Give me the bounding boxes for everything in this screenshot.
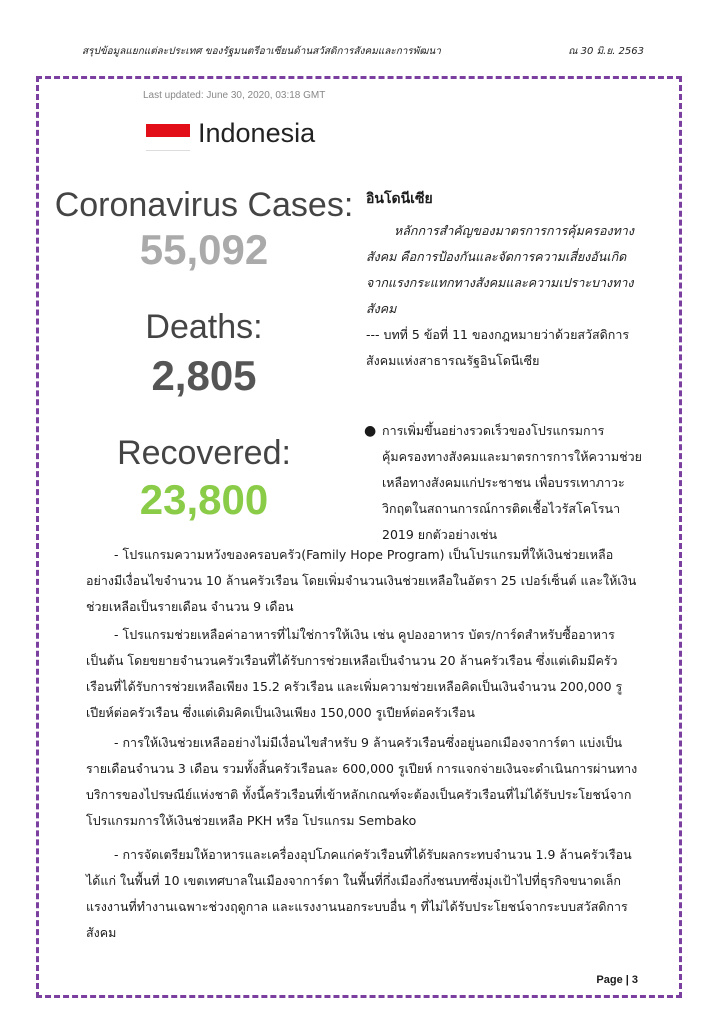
recovered-label: Recovered: <box>117 434 291 472</box>
paragraph-supplies: - การจัดเตรียมให้อาหารและเครื่องอุปโภคแก่ครัวเรือนที่ได้รับผลกระทบจำนวน 1.9 ล้านครัวเรือนได้แก่ ในพื้นที่ 10 เขตเทศบาลในเมืองจาการ์ตา ในพื้นที่กึ่งเมืองกึ่งชนบทซึ่งมุ่งเป้าไปที่ธุรกิจขนาดเล็ก แรงงานที่ทำงานเฉพาะช่วงฤดูกาล และแรงงานนอกระบบอื่น ๆ ที่ไม่ได้รับประโยชน์จากระบบสวัสดิการสังคม <box>86 847 632 940</box>
law-quote: หลักการสำคัญของมาตรการการคุ้มครองทางสังคม คือการป้องกันและจัดการความเสี่ยงอันเกิดจากแรงกระแทกทางสังคมและความเปราะบางทางสังคม <box>366 223 634 316</box>
indonesia-flag-icon <box>146 124 190 150</box>
bullet-item <box>364 418 642 548</box>
section-title: อินโดนีเซีย <box>366 191 433 207</box>
deaths-label: Deaths: <box>145 308 263 346</box>
bullet-dot-icon: ● <box>364 423 377 439</box>
paragraph-cash-aid: - การให้เงินช่วยเหลืออย่างไม่มีเงื่อนไขสำหรับ 9 ล้านครัวเรือนซึ่งอยู่นอกเมืองจาการ์ตา แบ่งเป็นรายเดือนจำนวน 3 เดือน รวมทั้งสิ้นครัวเรือนละ 600,000 รูเปียห์ การแจกจ่ายเงินจะดำเนินการผ่านทางบริการของไปรษณีย์แห่งชาติ ทั้งนี้ครัวเรือนที่เข้าหลักเกณฑ์จะต้องเป็นครัวเรือนที่ไม่ได้รับประโยชน์จากโปรแกรมการให้เงินช่วยเหลือ PKH หรือ โปรแกรม Sembako <box>86 735 638 828</box>
recovered-value: 23,800 <box>139 476 269 523</box>
bullet-text: การเพิ่มขึ้นอย่างรวดเร็วของโปรแกรมการคุ้มครองทางสังคมและมาตรการการให้ความช่วยเหลือทางสังคมแก่ประชาชน เพื่อบรรเทาภาวะวิกฤตในสถานการณ์การติดเชื้อไวรัสโคโรนา 2019 ยกตัวอย่างเช่น <box>382 423 642 542</box>
country-name: Indonesia <box>198 118 316 148</box>
law-citation: --- บทที่ 5 ข้อที่ 11 ของกฎหมายว่าด้วยสวัสดิการสังคมแห่งสาธารณรัฐอินโดนีเซีย <box>366 327 630 368</box>
deaths-value: 2,805 <box>151 352 257 399</box>
paragraph-food-aid: - โปรแกรมช่วยเหลือค่าอาหารที่ไม่ใช่การให้เงิน เช่น คูปองอาหาร บัตร/การ์ดสำหรับซื้ออาหาร เป็นต้น โดยขยายจำนวนครัวเรือนที่ได้รับการช่วยเหลือเป็นจำนวน 20 ล้านครัวเรือน ซึ่งแต่เดิมมีครัวเรือนที่ได้รับการช่วยเหลือเพียง 15.2 ครัวเรือน และเพิ่มความช่วยเหลือคิดเป็นเงินจำนวน 200,000 รูเปียห์ต่อครัวเรือน ซึ่งแต่เดิมคิดเป็นเงินเพียง 150,000 รูเปียห์ต่อครัวเรือน <box>86 627 623 720</box>
header-left-text: สรุปข้อมูลแยกแต่ละประเทศ ของรัฐมนตรีอาเซียนด้านสวัสดิการสังคมและการพัฒนา <box>82 46 441 57</box>
header-date: ณ 30 มิ.ย. 2563 <box>568 46 644 57</box>
page-number: Page | 3 <box>596 974 638 986</box>
paragraph-family-hope: - โปรแกรมความหวังของครอบครัว(Family Hope Program) เป็นโปรแกรมที่ให้เงินช่วยเหลืออย่างมีเงื่อนไขจำนวน 10 ล้านครัวเรือน โดยเพิ่มจำนวนเงินช่วยเหลือในอัตรา 25 เปอร์เซ็นต์ และให้เงินช่วยเหลือเป็นรายเดือน จำนวน 9 เดือน <box>86 547 637 614</box>
last-updated: Last updated: June 30, 2020, 03:18 GMT <box>143 90 326 101</box>
cases-label: Coronavirus Cases: <box>54 186 354 224</box>
cases-value: 55,092 <box>139 226 269 273</box>
